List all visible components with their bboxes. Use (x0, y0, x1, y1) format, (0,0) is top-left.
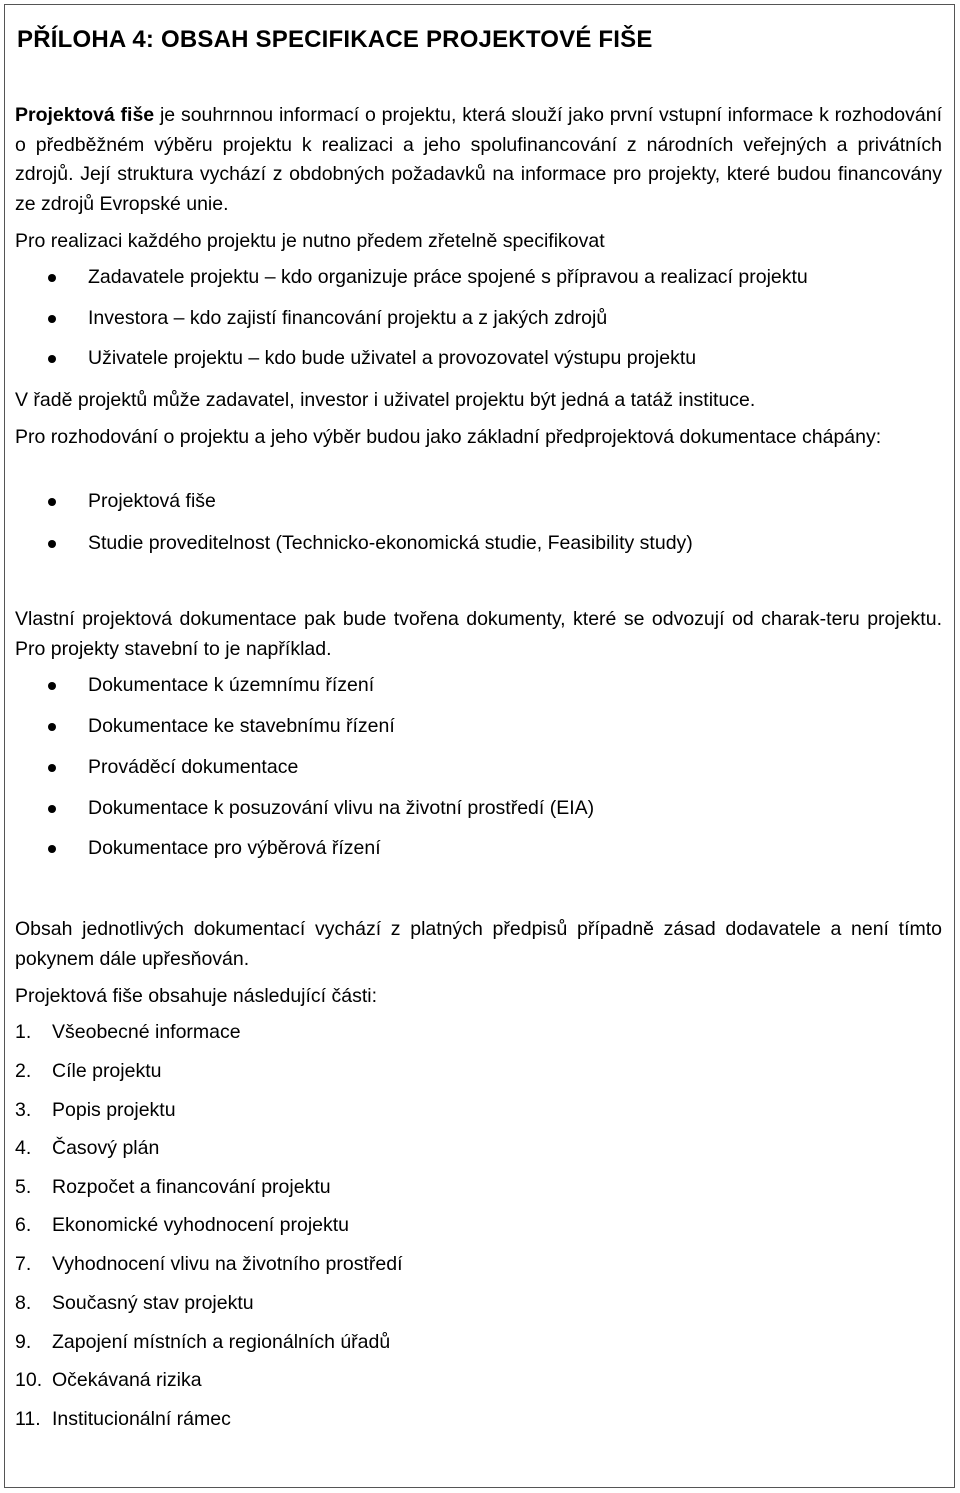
parts-intro: Projektová fiše obsahuje následující části: (15, 985, 378, 1007)
parts-list-number: 8. (15, 1292, 32, 1314)
decision-item-text: Projektová fiše (88, 490, 216, 512)
parts-list-number: 10. (15, 1369, 43, 1391)
doc-item (15, 794, 942, 824)
parts-list-item (15, 1096, 176, 1126)
parts-list-label: Vyhodnocení vlivu na životního prostředí (52, 1253, 403, 1275)
bullet-icon (48, 845, 56, 853)
parts-list-item (15, 1328, 390, 1358)
bullet-icon (48, 498, 56, 506)
parts-list-item (15, 1405, 231, 1435)
parts-list-number: 4. (15, 1137, 32, 1159)
parts-list-number: 1. (15, 1021, 32, 1043)
bullet-icon (48, 723, 56, 731)
own-docs-paragraph: Vlastní projektová dokumentace pak bude tvořena dokumenty, které se odvozují od charak-teru projektu. Pro projekty stavební to je například. (15, 608, 942, 660)
bullet-icon (48, 682, 56, 690)
specify-item-text: Uživatele projektu – kdo bude uživatel a provozovatel výstupu projektu (88, 347, 697, 369)
specify-item (15, 263, 942, 293)
bullet-icon (48, 315, 56, 323)
intro-bold-term: Projektová fiše (15, 104, 155, 126)
parts-list-number: 9. (15, 1331, 32, 1353)
parts-list-item (15, 1366, 202, 1396)
parts-list-item (15, 1211, 349, 1241)
bullet-icon (48, 540, 56, 548)
parts-list-number: 2. (15, 1060, 32, 1082)
parts-list-number: 3. (15, 1099, 32, 1121)
doc-item-text: Prováděcí dokumentace (88, 756, 299, 778)
parts-list-label: Časový plán (52, 1137, 160, 1159)
doc-item (15, 712, 942, 742)
parts-list-label: Všeobecné informace (52, 1021, 241, 1043)
decision-intro: Pro rozhodování o projektu a jeho výběr budou jako základní předprojektová dokumentace chápány: (15, 426, 882, 448)
decision-item (15, 529, 942, 559)
specify-intro: Pro realizaci každého projektu je nutno předem zřetelně specifikovat (15, 230, 605, 252)
bullet-icon (48, 274, 56, 282)
doc-item (15, 753, 942, 783)
doc-item (15, 671, 942, 701)
page-title: PŘÍLOHA 4: OBSAH SPECIFIKACE PROJEKTOVÉ FIŠE (17, 26, 653, 53)
bullet-icon (48, 764, 56, 772)
doc-item-text: Dokumentace pro výběrová řízení (88, 837, 381, 859)
parts-list-number: 7. (15, 1253, 32, 1275)
specify-item-text: Investora – kdo zajistí financování projektu a z jakých zdrojů (88, 307, 608, 329)
parts-list-item (15, 1018, 241, 1048)
decision-item-text: Studie proveditelnost (Technicko-ekonomická studie, Feasibility study) (88, 532, 693, 554)
parts-list-item (15, 1134, 159, 1164)
specify-item (15, 304, 942, 334)
doc-item-text: Dokumentace k územnímu řízení (88, 674, 375, 696)
intro-paragraph (15, 101, 942, 219)
parts-list-label: Institucionální rámec (52, 1408, 231, 1430)
doc-item (15, 834, 942, 864)
specify-item-text: Zadavatele projektu – kdo organizuje práce spojené s přípravou a realizací projektu (88, 266, 808, 288)
parts-list-number: 5. (15, 1176, 32, 1198)
parts-list-label: Rozpočet a financování projektu (52, 1176, 331, 1198)
specify-item (15, 344, 942, 374)
parts-list-label: Ekonomické vyhodnocení projektu (52, 1214, 350, 1236)
parts-list-label: Očekávaná rizika (52, 1369, 202, 1391)
same-institution-text: V řadě projektů může zadavatel, investor i uživatel projektu být jedná a tatáž instituce. (15, 389, 756, 411)
parts-list-item (15, 1250, 403, 1280)
parts-list-item (15, 1289, 254, 1319)
doc-item-text: Dokumentace k posuzování vlivu na životní prostředí (EIA) (88, 797, 595, 819)
parts-list-label: Zapojení místních a regionálních úřadů (52, 1331, 391, 1353)
parts-list-label: Současný stav projektu (52, 1292, 254, 1314)
bullet-icon (48, 805, 56, 813)
content-note: Obsah jednotlivých dokumentací vychází z platných předpisů případně zásad dodavatele a není tímto pokynem dále upřesňován. (15, 918, 942, 970)
parts-list-number: 11. (15, 1408, 41, 1430)
parts-list-item (15, 1173, 331, 1203)
parts-list-label: Cíle projektu (52, 1060, 162, 1082)
parts-list-item (15, 1057, 161, 1087)
decision-item (15, 487, 942, 517)
doc-item-text: Dokumentace ke stavebnímu řízení (88, 715, 395, 737)
intro-text: je souhrnnou informací o projektu, která slouží jako první vstupní informace k rozhodování o předběžném výběru projektu k realizaci a jeho spolufinancování z národních veřejných a privátních zdrojů. Její struktura vychází z obdobných požadavků na informace pro projekty, které budou financovány ze zdrojů Evropské unie. (15, 104, 942, 215)
parts-list-number: 6. (15, 1214, 32, 1236)
parts-list-label: Popis projektu (52, 1099, 176, 1121)
bullet-icon (48, 355, 56, 363)
